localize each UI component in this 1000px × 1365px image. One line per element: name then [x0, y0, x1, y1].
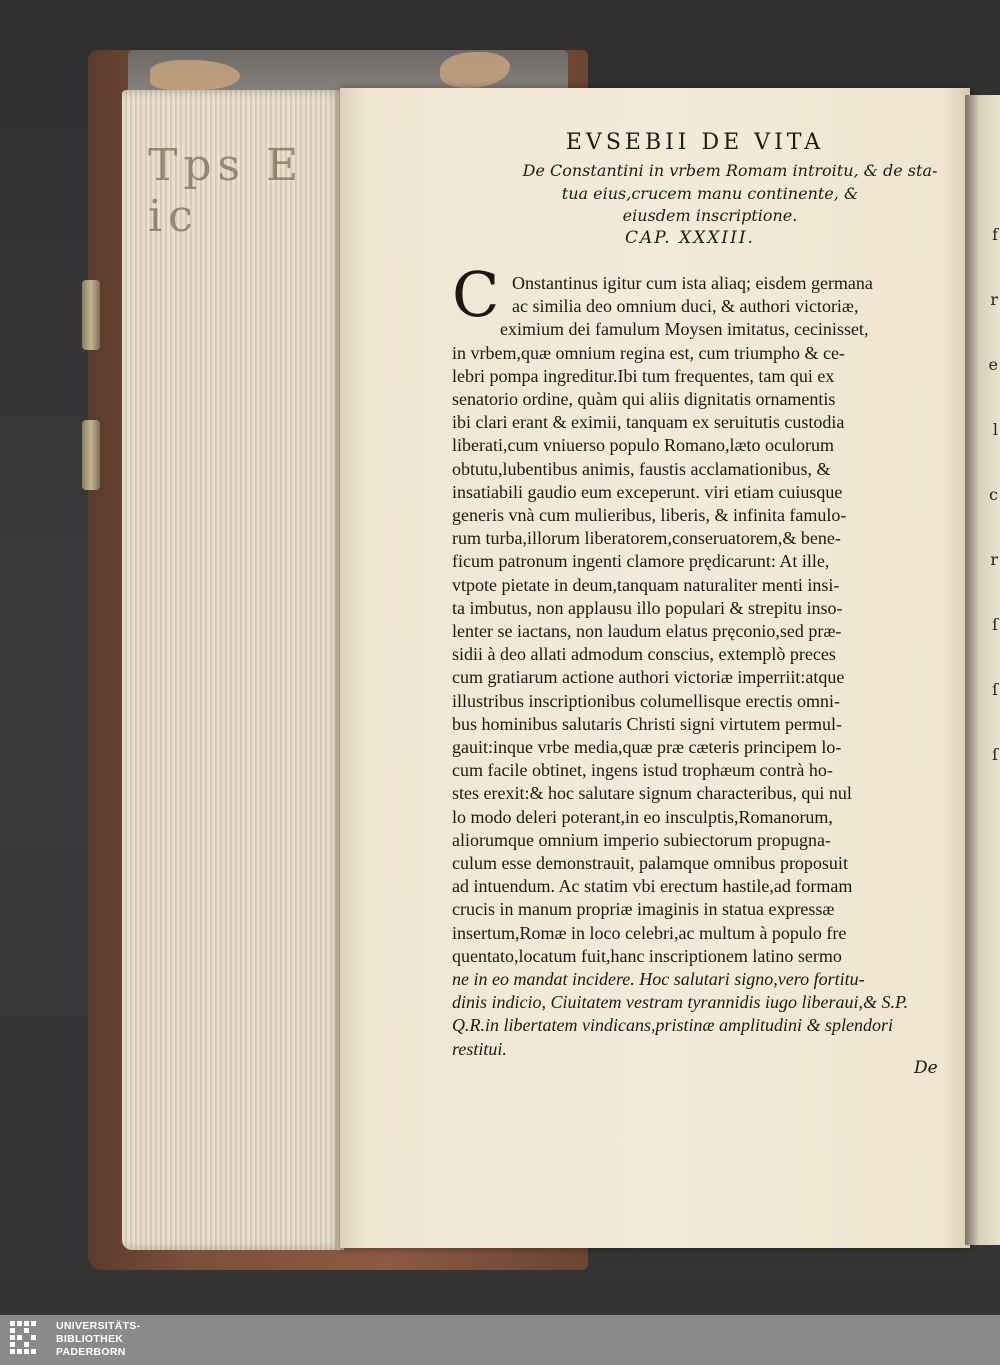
- subtitle-line: De Constantini in vrbem Romam introitu, & de sta-: [522, 161, 938, 180]
- text-line: vtpote pietate in deum,tanquam naturaliter menti insi-: [452, 574, 840, 595]
- spine-lettering: Tps E ic: [148, 140, 305, 242]
- text-line: ac similia deo omnium duci, & authori victoriæ,: [512, 296, 859, 317]
- text-line: generis vnà cum mulieribus, liberis, & infinita famulo-: [452, 505, 847, 525]
- catchword: De: [914, 1058, 938, 1078]
- text-line: aliorumque omnium imperio subiectorum propugna-: [452, 829, 831, 850]
- text-line: culum esse demonstrauit, palamque omnibus proposuit: [452, 853, 848, 873]
- library-name-line: PADERBORN: [56, 1346, 126, 1358]
- adjacent-page-glyph: ſ: [992, 680, 998, 699]
- text-line: Onstantinus igitur cum ista aliaq; eisdem germana: [512, 273, 873, 293]
- book-clasp: [82, 280, 100, 350]
- text-line: sidii à deo allati admodum conscius, extemplò preces: [452, 644, 836, 665]
- text-line: rum turba,illorum liberatorem,conseruatorem,& bene-: [452, 528, 841, 549]
- library-name-line: BIBLIOTHEK: [56, 1333, 124, 1345]
- cover-damage: [150, 60, 240, 90]
- library-logo-icon: [8, 1319, 48, 1361]
- text-line: insatiabili gaudio eum exceperunt. viri etiam cuiusque: [452, 481, 843, 502]
- adjacent-page-glyph: e: [988, 355, 998, 374]
- library-name-line: UNIVERSITÄTS-: [56, 1320, 141, 1332]
- book-clasp: [82, 420, 100, 490]
- text-line: lebri pompa ingreditur.Ibi tum frequentes, tam qui ex: [452, 365, 835, 386]
- footer-bar: [0, 1315, 1000, 1365]
- page-edges-stack: [122, 90, 344, 1250]
- drop-capital: C: [452, 258, 500, 331]
- text-line: cum facile obtinet, ingens istud trophæum contrà ho-: [452, 760, 833, 781]
- adjacent-page-glyph: ſ: [992, 745, 998, 764]
- text-line: eximium dei famulum Moysen imitatus, cecinisset,: [500, 319, 869, 340]
- adjacent-page-glyph: f: [992, 225, 998, 244]
- text-line: cum gratiarum actione authori victoriæ imperriit:atque: [452, 667, 845, 688]
- adjacent-page-glyph: c: [989, 485, 998, 504]
- text-line: restitui.: [452, 1038, 507, 1059]
- adjacent-page-glyph: ſ: [992, 615, 998, 634]
- text-line: ne in eo mandat incidere. Hoc salutari signo,vero fortitu-: [452, 969, 865, 989]
- text-line: ta imbutus, non applausu illo populari & strepitu inso-: [452, 597, 843, 618]
- next-page-edge: [965, 95, 1000, 1245]
- text-line: stes erexit:& hoc salutare signum characteribus, qui nul: [452, 783, 852, 804]
- text-line: quentato,locatum fuit,hanc inscriptionem latino sermo: [452, 945, 842, 966]
- text-line: senatorio ordine, quàm qui aliis dignitatis ornamentis: [452, 389, 836, 409]
- text-line: liberati,cum vniuerso populo Romano,læto oculorum: [452, 435, 834, 456]
- text-line: in vrbem,quæ omnium regina est, cum triumpho & ce-: [452, 342, 845, 363]
- subtitle-line: tua eius,crucem manu continente, &: [561, 184, 859, 203]
- text-line: bus hominibus salutaris Christi signi virtutem permul-: [452, 713, 842, 734]
- text-line: lenter se iactans, non laudum elatus pręconio,sed præ-: [452, 621, 842, 641]
- running-header: EVSEBII DE VITA: [565, 130, 825, 155]
- text-line: insertum,Romæ in loco celebri,ac multum à populo fre: [452, 922, 847, 943]
- text-line: crucis in manum propriæ imaginis in statua expressæ: [452, 899, 835, 920]
- text-line: lo modo deleri poterant,in eo insculptis,Romanorum,: [452, 806, 833, 827]
- subtitle-line: eiusdem inscriptione.: [622, 206, 798, 225]
- text-line: illustribus inscriptionibus columellisque erectis omni-: [452, 690, 840, 711]
- text-line: dinis indicio, Ciuitatem vestram tyrannidis iugo liberaui,& S.P.: [452, 992, 909, 1013]
- adjacent-page-glyph: l: [992, 420, 998, 439]
- adjacent-page-glyph: r: [990, 290, 998, 309]
- text-line: gauit:inque vrbe media,quæ præ cæteris principem lo-: [452, 737, 842, 757]
- chapter-number: CAP. XXXIII.: [625, 228, 755, 248]
- text-line: ficum patronum ingenti clamore prędicarunt: At ille,: [452, 551, 830, 572]
- text-line: ibi clari erant & eximii, tanquam ex seruitutis custodia: [452, 412, 845, 433]
- text-line: Q.R.in libertatem vindicans,pristinæ amplitudini & splendori: [452, 1015, 893, 1036]
- adjacent-page-glyph: r: [990, 550, 998, 569]
- library-name: [56, 1320, 140, 1359]
- text-line: ad intuendum. Ac statim vbi erectum hastile,ad formam: [452, 876, 853, 897]
- text-line: obtutu,lubentibus animis, faustis acclamationibus, &: [452, 458, 831, 479]
